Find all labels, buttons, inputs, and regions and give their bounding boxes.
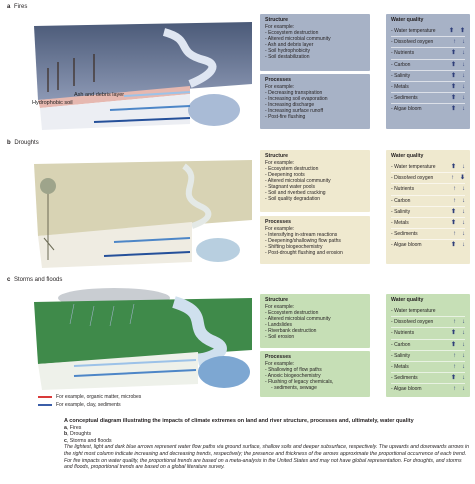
water-quality-rows	[391, 25, 465, 115]
water-quality-row	[391, 70, 465, 81]
up-arrow-icon: ⬆	[450, 84, 456, 91]
process-item: - Increasing surface runoff	[265, 108, 365, 114]
water-quality-label: - Nutrients	[391, 186, 414, 192]
up-arrow-icon: ↑	[453, 39, 456, 46]
trend-arrows	[445, 39, 465, 45]
up-arrow-icon: ⬆	[459, 27, 465, 34]
process-item: - Flushing of legacy chemicals,	[265, 379, 365, 385]
structure-item: - Altered microbial community	[265, 178, 365, 184]
structure-item: - Riverbank destruction	[265, 328, 365, 334]
trend-arrows	[445, 220, 465, 226]
water-quality-label: - Salinity	[391, 209, 410, 215]
process-item: - Deepening/shallowing flow paths	[265, 238, 365, 244]
water-quality-label: - Salinity	[391, 353, 410, 359]
water-quality-row	[391, 81, 465, 92]
water-quality-row	[391, 161, 465, 172]
caption-text: , Storms and floods	[66, 437, 112, 444]
structure-item: - Altered microbial community	[265, 36, 365, 42]
burned-surface	[34, 22, 252, 100]
legend-item-clay	[38, 402, 121, 408]
water-quality-row	[391, 339, 465, 350]
up-arrow-icon: ↑	[453, 231, 456, 238]
fires-water-quality-box	[386, 14, 470, 129]
storms-processes-box	[260, 351, 370, 397]
panel-a-header	[7, 4, 27, 10]
up-arrow-icon: ⬆	[450, 220, 456, 227]
caption-body: The lightest, light and dark blue arrows represent water flow paths via ground surface, shallow soils and deeper subsurface, respectively. The upwards and downwards arrows in the right most column indicate increasing and decreasing trends, respectively; the presence and thickness of the arrows approximate the proportional occurrence of each trend. For fire impacts on water quality, the proportional trends are based on a meta-analysis in the United States and may not have global representation. For droughts, and storms and floods, proportional trends are based on a global literature survey.	[64, 444, 470, 471]
water-quality-row	[391, 195, 465, 206]
water-quality-row	[391, 350, 465, 361]
up-arrow-icon: ↑	[453, 186, 456, 193]
processes-example: For example:	[265, 226, 295, 232]
legend-label: For example, clay, sediments	[56, 402, 121, 408]
trend-arrows	[445, 364, 465, 370]
water-quality-row	[391, 361, 465, 372]
river-channel	[198, 356, 250, 388]
structure-example: For example:	[265, 304, 295, 310]
down-arrow-icon: ↓	[462, 186, 465, 193]
processes-heading: Processes	[265, 77, 291, 83]
structure-heading: Structure	[265, 17, 289, 23]
water-quality-label: - Salinity	[391, 73, 410, 79]
down-arrow-icon: ↓	[462, 106, 465, 113]
water-quality-row	[391, 206, 465, 217]
up-arrow-icon: ⬆	[450, 330, 456, 337]
structure-item: - Soil destabilization	[265, 54, 365, 60]
up-arrow-icon: ↑	[453, 352, 456, 359]
structure-item: - Landslides	[265, 322, 365, 328]
water-quality-row	[391, 383, 465, 394]
processes-list	[265, 90, 365, 120]
water-quality-label: - Sediments	[391, 231, 418, 237]
up-arrow-icon: ⬆	[450, 375, 456, 382]
process-item: - Shallowing of flow paths	[265, 367, 365, 373]
fires-illustration	[14, 12, 252, 130]
trend-arrows	[445, 84, 465, 90]
down-arrow-icon: ↓	[462, 208, 465, 215]
process-item: - Anoxic biogeochemistry	[265, 373, 365, 379]
structure-heading: Structure	[265, 153, 289, 159]
up-arrow-icon: ⬆	[450, 72, 456, 79]
down-arrow-icon: ↓	[462, 197, 465, 204]
up-arrow-icon: ⬆	[448, 27, 454, 34]
legend-label: For example, organic matter, microbes	[56, 394, 142, 400]
water-quality-label: - Nutrients	[391, 330, 414, 336]
structure-example: For example:	[265, 160, 295, 166]
water-quality-label: - Water temperature	[391, 308, 436, 314]
processes-list	[265, 367, 365, 391]
trend-arrows	[445, 50, 465, 56]
process-item: - sediments, sewage	[265, 385, 365, 391]
trend-arrows	[445, 209, 465, 215]
process-item: - Post-drought flushing and erosion	[265, 250, 365, 256]
structure-item: - Ecosystem destruction	[265, 310, 365, 316]
caption-item	[64, 431, 470, 438]
water-quality-heading: Water quality	[391, 17, 424, 23]
process-item: - Intensifying in-stream reactions	[265, 232, 365, 238]
river-channel	[188, 94, 240, 126]
down-arrow-icon: ↓	[462, 242, 465, 249]
down-arrow-icon: ↓	[462, 95, 465, 102]
panel-title: Fires	[14, 4, 28, 10]
water-quality-row	[391, 103, 465, 114]
storms-floods-illustration	[14, 284, 252, 390]
panel-b-header	[7, 140, 39, 146]
legend-item-organic	[38, 394, 141, 400]
down-arrow-icon: ↓	[462, 319, 465, 326]
fires-structure-box	[260, 14, 370, 71]
structure-example: For example:	[265, 24, 295, 30]
up-arrow-icon: ⬆	[450, 50, 456, 57]
water-quality-row	[391, 59, 465, 70]
caption-title: A conceptual diagram illustrating the impacts of climate extremes on land and river structure, processes and, ultimately, water quality	[64, 418, 414, 424]
water-quality-label: - Carbon	[391, 198, 410, 204]
structure-item: - Deepening roots	[265, 172, 365, 178]
up-arrow-icon: ⬆	[450, 163, 456, 170]
water-quality-label: - Metals	[391, 220, 409, 226]
down-arrow-icon: ↓	[462, 39, 465, 46]
label-hydrophobic-soil: Hydrophobic soil	[32, 100, 73, 106]
structure-item: - Ecosystem destruction	[265, 30, 365, 36]
down-arrow-icon: ↓	[462, 231, 465, 238]
down-arrow-icon: ↓	[462, 364, 465, 371]
trend-arrows	[445, 242, 465, 248]
water-quality-rows	[391, 305, 465, 395]
up-arrow-icon: ↑	[453, 319, 456, 326]
water-quality-label: - Nutrients	[391, 50, 414, 56]
processes-heading: Processes	[265, 219, 291, 225]
water-quality-label: - Dissolved oxygen	[391, 175, 433, 181]
processes-example: For example:	[265, 84, 295, 90]
droughts-illustration	[14, 150, 252, 268]
down-arrow-icon: ↓	[462, 50, 465, 57]
structure-item: - Soil quality degradation	[265, 196, 365, 202]
up-arrow-icon: ⬆	[450, 341, 456, 348]
caption-item	[64, 425, 470, 432]
down-arrow-icon: ↓	[462, 352, 465, 359]
structure-list	[265, 30, 365, 60]
up-arrow-icon: ↑	[453, 364, 456, 371]
water-quality-row	[391, 36, 465, 47]
water-quality-label: - Metals	[391, 84, 409, 90]
legend-swatch	[38, 404, 52, 406]
trend-arrows	[445, 231, 465, 237]
water-quality-row	[391, 316, 465, 327]
legend-swatch	[38, 396, 52, 398]
water-quality-label: - Algae bloom	[391, 242, 422, 248]
water-quality-label: - Dissolved oxygen	[391, 319, 433, 325]
down-arrow-icon: ↓	[462, 72, 465, 79]
trend-arrows	[445, 95, 465, 101]
up-arrow-icon: ⬆	[450, 61, 456, 68]
water-quality-row	[391, 25, 465, 36]
process-item: - Increasing soil evaporation	[265, 96, 365, 102]
caption-text: , Droughts	[67, 431, 92, 438]
droughts-structure-box	[260, 150, 370, 212]
trend-arrows	[445, 330, 465, 336]
down-arrow-icon: ↓	[462, 341, 465, 348]
structure-item: - Stagnant water pools	[265, 184, 365, 190]
structure-list	[265, 166, 365, 202]
droughts-water-quality-box	[386, 150, 470, 264]
trend-arrows	[445, 375, 465, 381]
process-item: - Decreasing transpiration	[265, 90, 365, 96]
up-arrow-icon: ⬆	[450, 242, 456, 249]
water-quality-row	[391, 217, 465, 228]
water-quality-label: - Metals	[391, 364, 409, 370]
dry-surface	[34, 160, 252, 236]
down-arrow-icon: ↓	[462, 61, 465, 68]
process-item: - Increasing discharge	[265, 102, 365, 108]
down-arrow-icon: ↓	[462, 220, 465, 227]
water-quality-label: - Algae bloom	[391, 386, 422, 392]
water-quality-label: - Dissolved oxygen	[391, 39, 433, 45]
trend-arrows	[445, 386, 465, 392]
fires-processes-box	[260, 74, 370, 129]
trend-arrows	[445, 319, 465, 325]
water-quality-row	[391, 92, 465, 103]
up-arrow-icon: ↑	[453, 386, 456, 393]
water-quality-row	[391, 305, 465, 316]
dry-tree	[40, 178, 56, 194]
water-quality-label: - Water temperature	[391, 164, 436, 170]
processes-example: For example:	[265, 361, 295, 367]
water-quality-label: - Carbon	[391, 342, 410, 348]
panel-letter: b	[7, 140, 11, 146]
storms-structure-box	[260, 294, 370, 348]
water-quality-heading: Water quality	[391, 153, 424, 159]
caption-text: , Fires	[66, 424, 82, 431]
down-arrow-icon: ↓	[462, 330, 465, 337]
down-arrow-icon: ↓	[462, 375, 465, 382]
panel-title: Droughts	[14, 140, 39, 146]
down-arrow-icon: ↓	[462, 386, 465, 393]
figure-caption	[64, 418, 470, 471]
up-arrow-icon: ↑	[450, 175, 454, 182]
water-quality-label: - Sediments	[391, 95, 418, 101]
label-ash-debris: Ash and debris layer	[74, 92, 125, 98]
water-quality-row	[391, 239, 465, 250]
caption-letter: c	[64, 437, 67, 444]
water-quality-row	[391, 372, 465, 383]
trend-arrows	[445, 342, 465, 348]
river-channel	[196, 238, 240, 262]
droughts-processes-box	[260, 216, 370, 264]
trend-arrows	[445, 62, 465, 68]
water-quality-row	[391, 47, 465, 58]
up-arrow-icon: ⬆	[450, 208, 456, 215]
process-item: - Post-fire flushing	[265, 114, 365, 120]
water-quality-label: - Carbon	[391, 62, 410, 68]
water-quality-label: - Sediments	[391, 375, 418, 381]
trend-arrows	[445, 106, 465, 112]
water-quality-heading: Water quality	[391, 297, 424, 303]
structure-item: - Ecosystem destruction	[265, 166, 365, 172]
up-arrow-icon: ⬆	[450, 95, 456, 102]
water-quality-label: - Algae bloom	[391, 106, 422, 112]
panel-c-header	[7, 277, 62, 283]
process-item: - Shifting biogeochemistry	[265, 244, 365, 250]
water-quality-row	[391, 228, 465, 239]
structure-list	[265, 310, 365, 340]
structure-heading: Structure	[265, 297, 289, 303]
processes-heading: Processes	[265, 354, 291, 360]
up-arrow-icon: ↑	[453, 197, 456, 204]
trend-arrows	[445, 198, 465, 204]
water-quality-rows	[391, 161, 465, 251]
structure-item: - Soil hydrophobicity	[265, 48, 365, 54]
caption-item	[64, 438, 470, 445]
panel-letter: c	[7, 277, 11, 283]
structure-item: - Altered microbial community	[265, 316, 365, 322]
trend-arrows	[445, 186, 465, 192]
structure-item: - Soil erosion	[265, 334, 365, 340]
structure-item: - Ash and debris layer	[265, 42, 365, 48]
water-quality-row	[391, 327, 465, 338]
trend-arrows	[445, 175, 465, 181]
down-arrow-icon: ↓	[462, 84, 465, 91]
water-quality-label: - Water temperature	[391, 28, 436, 34]
panel-letter: a	[7, 4, 11, 10]
trend-arrows	[445, 73, 465, 79]
caption-letter: a	[64, 424, 67, 431]
water-quality-row	[391, 183, 465, 194]
trend-arrows	[445, 28, 465, 34]
panel-title: Storms and floods	[14, 277, 63, 283]
down-arrow-icon: ↓	[462, 163, 465, 170]
up-arrow-icon: ⬆	[450, 106, 456, 113]
structure-item: - Soil and riverbed cracking	[265, 190, 365, 196]
caption-letter: b	[64, 431, 68, 438]
processes-list	[265, 232, 365, 256]
water-quality-row	[391, 172, 465, 183]
storms-water-quality-box	[386, 294, 470, 397]
trend-arrows	[445, 164, 465, 170]
down-arrow-icon: ⬇	[459, 175, 465, 182]
trend-arrows	[445, 353, 465, 359]
